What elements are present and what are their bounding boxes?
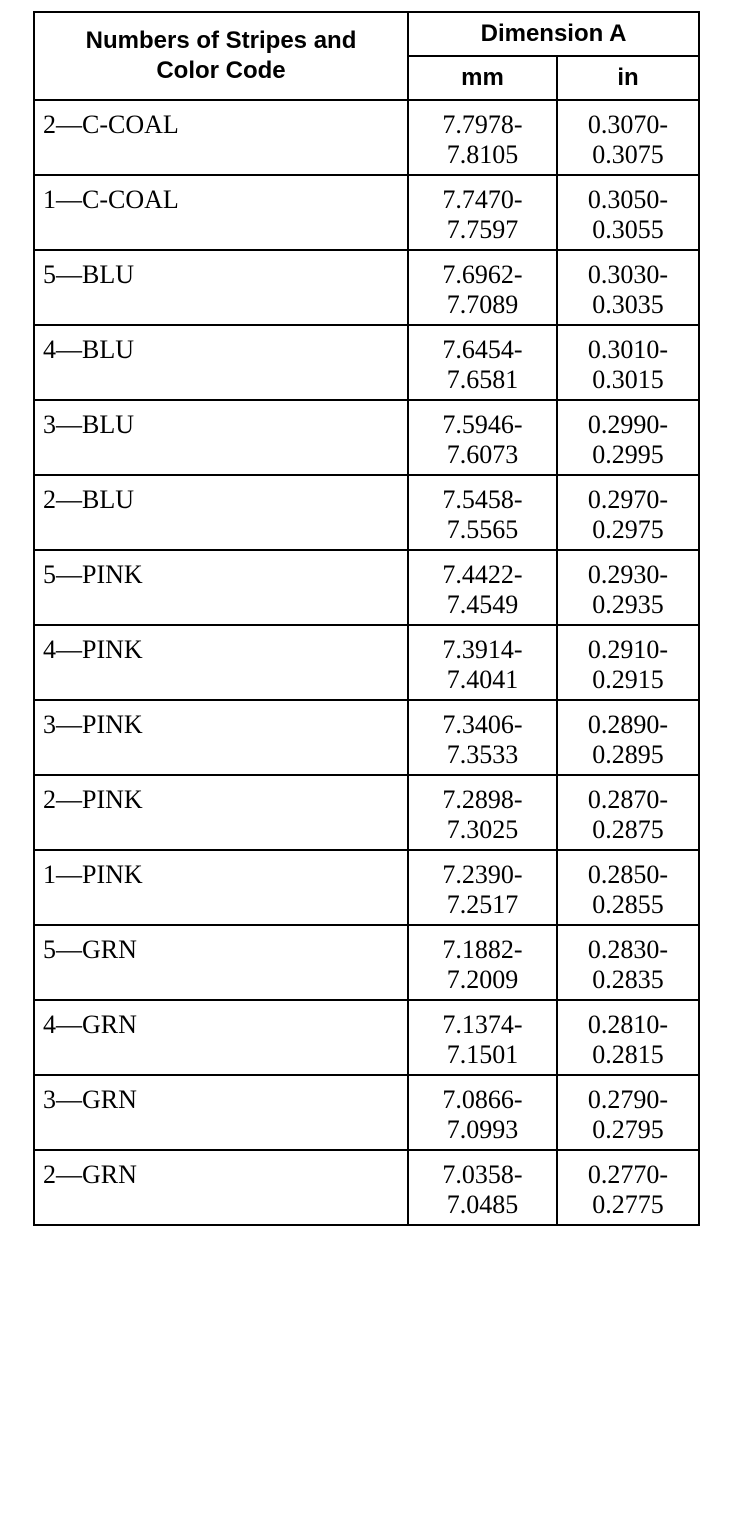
- dimension-in-cell: [557, 1150, 699, 1225]
- dimension-mm-cell-min: 7.7978-: [442, 110, 523, 139]
- dimension-mm-cell-max: 7.5565: [446, 515, 519, 544]
- dimension-in-cell-min: 0.2870-: [587, 785, 669, 814]
- dimension-mm-cell-max: 7.2009: [446, 965, 519, 994]
- dimension-mm-cell: [408, 550, 557, 625]
- dimension-mm-cell-max: 7.7089: [446, 290, 519, 319]
- dimension-mm-cell-max: 7.3533: [446, 740, 519, 769]
- stripe-color-code-cell: 1—PINK: [34, 850, 408, 925]
- dimension-mm-cell-min: 7.6962-: [442, 260, 523, 289]
- dimension-in-cell: [557, 1075, 699, 1150]
- dimension-in-cell-min: 0.2810-: [587, 1010, 669, 1039]
- stripe-color-code-cell: 5—GRN: [34, 925, 408, 1000]
- dimension-in-cell-min: 0.2850-: [587, 860, 669, 889]
- dimension-mm-cell-min: 7.3406-: [442, 710, 523, 739]
- dimension-mm-cell-max: 7.4041: [446, 665, 519, 694]
- dimension-in-cell: [557, 325, 699, 400]
- header-stripes-color-code: [34, 12, 408, 100]
- dimension-in-cell: [557, 475, 699, 550]
- dimension-mm-cell: [408, 775, 557, 850]
- table-row: [34, 475, 699, 550]
- dimension-mm-cell-min: 7.4422-: [442, 560, 523, 589]
- dimension-in-cell: [557, 400, 699, 475]
- dimension-in-cell-max: 0.2895: [592, 740, 664, 769]
- stripe-color-code-cell: 4—GRN: [34, 1000, 408, 1075]
- dimension-in-cell: [557, 550, 699, 625]
- dimension-in-cell-min: 0.2930-: [587, 560, 669, 589]
- dimension-in-cell: [557, 250, 699, 325]
- dimension-in-cell-min: 0.2910-: [587, 635, 669, 664]
- dimension-mm-cell-min: 7.2390-: [442, 860, 523, 889]
- header-unit-mm: mm: [408, 56, 557, 100]
- dimension-mm-cell-max: 7.7597: [446, 215, 519, 244]
- dimension-in-cell: [557, 775, 699, 850]
- dimension-mm-cell: [408, 1150, 557, 1225]
- dimension-mm-cell-min: 7.6454-: [442, 335, 523, 364]
- header-dimension-a: Dimension A: [408, 12, 699, 56]
- dimension-in-cell-max: 0.2775: [592, 1190, 664, 1219]
- dimension-in-cell-max: 0.3015: [592, 365, 664, 394]
- dimension-mm-cell: [408, 250, 557, 325]
- dimension-in-cell: [557, 1000, 699, 1075]
- dimension-in-cell-max: 0.2835: [592, 965, 664, 994]
- header-stripes-line2: Color Code: [156, 57, 286, 84]
- dimension-mm-cell: [408, 700, 557, 775]
- stripe-color-code-cell: 4—BLU: [34, 325, 408, 400]
- dimension-mm-cell: [408, 100, 557, 175]
- dimension-mm-cell: [408, 325, 557, 400]
- dimension-in-cell: [557, 175, 699, 250]
- dimension-in-cell-max: 0.2915: [592, 665, 664, 694]
- dimension-mm-cell-max: 7.4549: [446, 590, 519, 619]
- table-row: [34, 1000, 699, 1075]
- dimension-mm-cell: [408, 625, 557, 700]
- dimension-mm-cell-min: 7.1882-: [442, 935, 523, 964]
- table-row: [34, 850, 699, 925]
- dimension-mm-cell-min: 7.5946-: [442, 410, 523, 439]
- dimension-mm-cell-min: 7.1374-: [442, 1010, 523, 1039]
- dimension-mm-cell-max: 7.3025: [446, 815, 519, 844]
- dimension-mm-cell-min: 7.5458-: [442, 485, 523, 514]
- dimension-mm-cell-min: 7.0866-: [442, 1085, 523, 1114]
- table-row: [34, 100, 699, 175]
- header-stripes-line1: Numbers of Stripes and: [85, 27, 357, 54]
- dimension-mm-cell-max: 7.2517: [446, 890, 519, 919]
- dimension-mm-cell-max: 7.0485: [446, 1190, 519, 1219]
- dimension-mm-cell-max: 7.6073: [446, 440, 519, 469]
- dimension-mm-cell-min: 7.3914-: [442, 635, 523, 664]
- dimension-in-cell-min: 0.2970-: [587, 485, 669, 514]
- stripe-color-code-cell: 2—C-COAL: [34, 100, 408, 175]
- table-body: [34, 100, 699, 1225]
- dimension-mm-cell-min: 7.7470-: [442, 185, 523, 214]
- dimension-in-cell: [557, 850, 699, 925]
- dimension-mm-cell-min: 7.0358-: [442, 1160, 523, 1189]
- dimension-in-cell-min: 0.3010-: [587, 335, 669, 364]
- stripe-color-code-cell: 2—GRN: [34, 1150, 408, 1225]
- dimension-in-cell-max: 0.2795: [592, 1115, 664, 1144]
- stripe-color-code-cell: 4—PINK: [34, 625, 408, 700]
- dimension-mm-cell-max: 7.8105: [446, 140, 519, 169]
- table-row: [34, 700, 699, 775]
- table-row: [34, 775, 699, 850]
- dimension-mm-cell-max: 7.0993: [446, 1115, 519, 1144]
- dimension-in-cell: [557, 700, 699, 775]
- dimension-in-cell-max: 0.2875: [592, 815, 664, 844]
- table-row: [34, 400, 699, 475]
- stripe-color-code-cell: 5—BLU: [34, 250, 408, 325]
- dimension-in-cell-min: 0.3070-: [587, 110, 669, 139]
- dimension-mm-cell: [408, 175, 557, 250]
- header-row-top: [34, 12, 699, 56]
- dimension-in-cell-min: 0.2790-: [587, 1085, 669, 1114]
- dimension-in-cell-min: 0.2830-: [587, 935, 669, 964]
- table-row: [34, 325, 699, 400]
- dimension-in-cell-max: 0.2935: [592, 590, 664, 619]
- dimension-in-cell-min: 0.2890-: [587, 710, 669, 739]
- stripe-color-code-cell: 3—GRN: [34, 1075, 408, 1150]
- dimension-in-cell-max: 0.2855: [592, 890, 664, 919]
- stripe-color-code-cell: 3—BLU: [34, 400, 408, 475]
- dimension-in-cell-min: 0.2770-: [587, 1160, 669, 1189]
- header-unit-in: in: [557, 56, 699, 100]
- table-header: [34, 12, 699, 100]
- dimension-mm-cell: [408, 925, 557, 1000]
- table-row: [34, 925, 699, 1000]
- dimension-mm-cell: [408, 1000, 557, 1075]
- dimension-mm-cell: [408, 400, 557, 475]
- stripe-color-code-cell: 3—PINK: [34, 700, 408, 775]
- dimension-in-cell-min: 0.3030-: [587, 260, 669, 289]
- table-row: [34, 625, 699, 700]
- dimension-in-cell-max: 0.2995: [592, 440, 664, 469]
- dimension-in-cell-max: 0.3075: [592, 140, 664, 169]
- table-row: [34, 550, 699, 625]
- dimension-in-cell-min: 0.2990-: [587, 410, 669, 439]
- dimension-in-cell-min: 0.3050-: [587, 185, 669, 214]
- dimension-in-cell-max: 0.3055: [592, 215, 664, 244]
- dimension-mm-cell-min: 7.2898-: [442, 785, 523, 814]
- dimension-in-cell-max: 0.2815: [592, 1040, 664, 1069]
- stripe-dimension-table: [33, 11, 700, 1226]
- stripe-color-code-cell: 2—BLU: [34, 475, 408, 550]
- dimension-mm-cell-max: 7.6581: [446, 365, 519, 394]
- dimension-in-cell-max: 0.3035: [592, 290, 664, 319]
- dimension-in-cell: [557, 625, 699, 700]
- table-row: [34, 1150, 699, 1225]
- dimension-in-cell: [557, 100, 699, 175]
- dimension-mm-cell: [408, 850, 557, 925]
- dimension-mm-cell-max: 7.1501: [446, 1040, 519, 1069]
- stripe-color-code-cell: 5—PINK: [34, 550, 408, 625]
- table-row: [34, 1075, 699, 1150]
- dimension-in-cell-max: 0.2975: [592, 515, 664, 544]
- dimension-mm-cell: [408, 1075, 557, 1150]
- stripe-color-code-cell: 1—C-COAL: [34, 175, 408, 250]
- table-row: [34, 250, 699, 325]
- table-row: [34, 175, 699, 250]
- dimension-mm-cell: [408, 475, 557, 550]
- dimension-in-cell: [557, 925, 699, 1000]
- stripe-color-code-cell: 2—PINK: [34, 775, 408, 850]
